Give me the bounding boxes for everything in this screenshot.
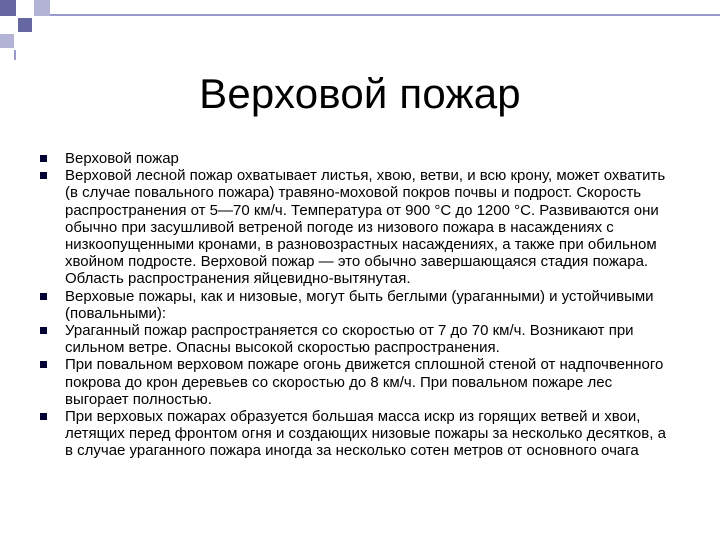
list-item-text: При повальном верховом пожаре огонь движется сплошной стеной от надпочвенного покрова до крон деревьев со скоростью до 8 км/ч. При повальном пожаре лес выгорает полностью. [65,356,664,408]
list-item [38,408,678,460]
list-item-text: Верховые пожары, как и низовые, могут быть беглыми (ураганными) и устойчивыми (повальными): [65,287,654,322]
square-bullet-icon [40,155,47,162]
list-item [38,356,678,408]
list-item-text: Верховой пожар [65,150,179,167]
bullet-list [38,150,678,460]
list-item-text: Верховой лесной пожар охватывает листья, хвою, ветви, и всю крону, может охватить (в случае повального пожара) травяно-моховой покров почвы и подрост. Скорость распространения от 5—70 км/ч. Температура от 900 °С до 1200 °С. Развиваются они обычно при засушливой ветреной погоде из низового пожара в насаждениях с низкоопущенными кронами, в разновозрастных насаждениях, а также при обильном хвойном подросте. Верховой пожар — это обычно завершающаяся стадия пожара. Область распространения яйцевидно-вытянутая. [65,167,666,288]
list-item-text: При верховых пожарах образуется большая масса искр из горящих ветвей и хвои, летящих перед фронтом огня и создающих низовые пожары за несколько десятков, а в случае ураганного пожара иногда за несколько сотен метров от основного очага [65,408,666,460]
list-item [38,150,678,167]
square-bullet-icon [40,413,47,420]
square-bullet-icon [40,172,47,179]
slide-corner-decoration [0,0,720,60]
list-item [38,322,678,356]
square-bullet-icon [40,327,47,334]
list-item [38,167,678,287]
list-item-text: Ураганный пожар распространяется со скоростью от 7 до 70 км/ч. Возникают при сильном ветре. Опасны высокой скоростью распространения. [65,322,634,357]
page-title: Верховой пожар [199,70,521,117]
square-bullet-icon [40,293,47,300]
square-bullet-icon [40,361,47,368]
list-item [38,288,678,322]
